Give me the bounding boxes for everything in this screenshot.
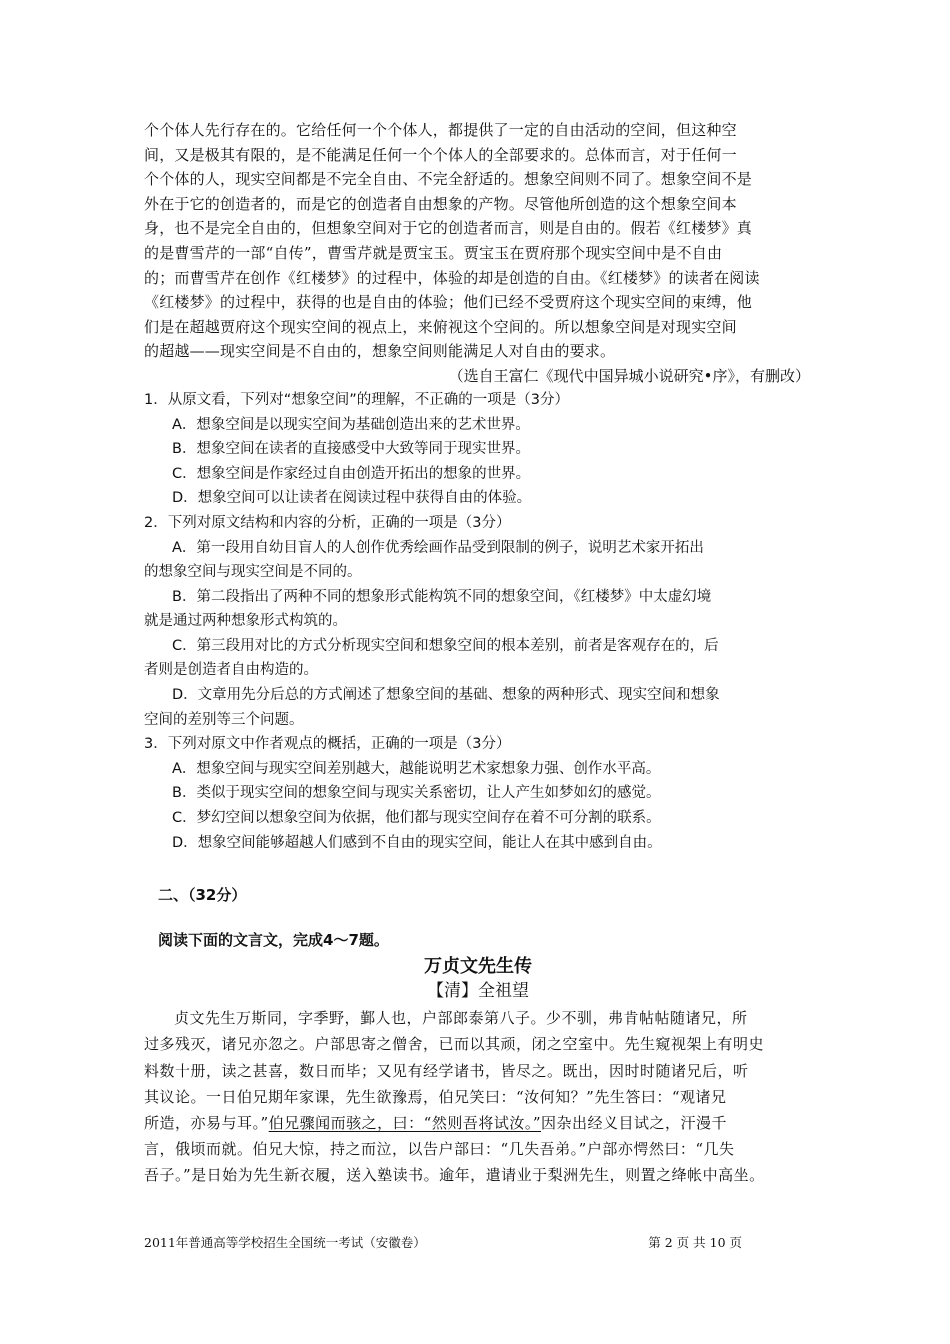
passage-source: （选自王富仁《现代中国异城小说研究•序》，有删改） <box>448 366 810 385</box>
classical-line: 贞文先生万斯同，字季野，鄞人也，户部郎泰第八子。少不驯，弗肯帖帖随诸兄，所 <box>174 1009 748 1028</box>
exam-page <box>144 118 812 1189</box>
classical-line: 吾子。”是日始为先生新衣履，送入塾读书。逾年，遣请业于梨洲先生，则置之绛帐中高坐。 <box>144 1166 765 1185</box>
underlined-sentence: 伯兄骤闻而骇之，曰：“然则吾将试汝。” <box>268 1113 542 1132</box>
answer-option-continuation: 的想象空间与现实空间是不同的。 <box>144 564 362 581</box>
answer-option: B．类似于现实空间的想象空间与现实关系密切，让人产生如梦如幻的感觉。 <box>172 785 661 802</box>
answer-option: C．第三段用对比的方式分析现实空间和想象空间的根本差别，前者是客观存在的，后 <box>172 637 719 654</box>
classical-line-part: 因杂出经义目试之，汗漫千 <box>541 1113 728 1132</box>
answer-option: D．文章用先分后总的方式阐述了想象空间的基础、想象的两种形式、现实空间和想象 <box>172 687 720 704</box>
passage-line: 身，也不是完全自由的，但想象空间对于它的创造者而言，则是自由的。假若《红楼梦》真 <box>144 219 753 238</box>
question-stem: 1．从原文看，下列对“想象空间”的理解，不正确的一项是（3分） <box>144 391 569 408</box>
answer-option: D．想象空间能够超越人们感到不自由的现实空间，能让人在其中感到自由。 <box>172 834 662 851</box>
passage <box>144 118 812 364</box>
passage-line: 的是曹雪芹的一部“自传”，曹雪芹就是贾宝玉。贾宝玉在贾府那个现实空间中是不自由 <box>144 243 723 262</box>
question-stem: 2．下列对原文结构和内容的分析，正确的一项是（3分） <box>144 514 511 531</box>
footer-page-number: 第 2 页 共 10 页 <box>648 1235 742 1250</box>
answer-option: A．想象空间是以现实空间为基础创造出来的艺术世界。 <box>172 416 530 433</box>
classical-line: 过多残灭，诸兄亦忽之。户部思寄之僧舍，已而以其顽，闭之空室中。先生窥视架上有明史 <box>144 1035 765 1054</box>
answer-option-continuation: 空间的差别等三个问题。 <box>144 711 304 728</box>
answer-option-continuation: 就是通过两种想象形式构筑的。 <box>144 613 347 630</box>
classical-line-part: 所造，亦易与耳。” <box>144 1113 269 1132</box>
question-list <box>144 388 812 855</box>
passage-line: 个个体人先行存在的。它给任何一个个体人，都提供了一定的自由活动的空间，但这种空 <box>144 121 737 139</box>
passage-line: 《红楼梦》的过程中，获得的也是自由的体验；他们已经不受贾府这个现实空间的束缚，他 <box>144 293 753 312</box>
classical-text <box>144 1005 812 1188</box>
answer-option: C．梦幻空间以想象空间为依据，他们都与现实空间存在着不可分割的联系。 <box>172 810 661 827</box>
passage-line: 个个体的人，现实空间都是不完全自由、不完全舒适的。想象空间则不同了。想象空间不是 <box>144 170 753 189</box>
passage-line: 们是在超越贾府这个现实空间的视点上，来俯视这个空间的。所以想象空间是对现实空间 <box>144 317 737 336</box>
passage-line: 的超越——现实空间是不自由的，想象空间则能满足人对自由的要求。 <box>144 342 616 361</box>
classical-text-author: 【清】全祖望 <box>427 981 529 1002</box>
page-footer <box>144 1233 742 1251</box>
classical-text-title: 万贞文先生传 <box>424 956 532 978</box>
question-stem: 3．下列对原文中作者观点的概括，正确的一项是（3分） <box>144 736 511 753</box>
classical-line: 言，俄顷而就。伯兄大惊，持之而泣，以告户部曰：“几失吾弟。”户部亦愕然曰：“几失 <box>144 1140 735 1159</box>
section-heading: 二、（32分） <box>158 886 247 905</box>
footer-exam-name: 2011年普通高等学校招生全国统一考试（安徽卷） <box>144 1235 426 1250</box>
classical-line <box>144 1110 812 1136</box>
passage-line: 外在于它的创造者的，而是它的创造者自由想象的产物。尽管他所创造的这个想象空间本 <box>144 194 737 213</box>
answer-option: C．想象空间是作家经过自由创造开拓出的想象的世界。 <box>172 465 531 482</box>
section-instruction: 阅读下面的文言文，完成4～7题。 <box>158 931 389 950</box>
passage-line: 间，又是极其有限的，是不能满足任何一个个体人的全部要求的。总体而言，对于任何一 <box>144 145 737 164</box>
answer-option: B．想象空间在读者的直接感受中大致等同于现实世界。 <box>172 441 530 458</box>
classical-line: 其议论。一日伯兄期年家课，先生欲豫焉，伯兄笑曰：“汝何知？”先生答曰：“观诸兄 <box>144 1087 727 1106</box>
answer-option: A．第一段用自幼目盲人的人创作优秀绘画作品受到限制的例子，说明艺术家开拓出 <box>172 539 704 556</box>
answer-option-continuation: 者则是创造者自由构造的。 <box>144 662 318 679</box>
classical-line: 料数十册，读之甚喜，数日而毕；又见有经学诸书，皆尽之。既出，因时时随诸兄后，听 <box>144 1061 749 1080</box>
passage-line: 的；而曹雪芹在创作《红楼梦》的过程中，体验的却是创造的自由。《红楼梦》的读者在阅读 <box>144 268 760 287</box>
answer-option: A．想象空间与现实空间差别越大，越能说明艺术家想象力强、创作水平高。 <box>172 760 661 777</box>
answer-option: D．想象空间可以让读者在阅读过程中获得自由的体验。 <box>172 490 532 507</box>
answer-option: B．第二段指出了两种不同的想象形式能构筑不同的想象空间，《红楼梦》中太虚幻境 <box>172 588 712 605</box>
